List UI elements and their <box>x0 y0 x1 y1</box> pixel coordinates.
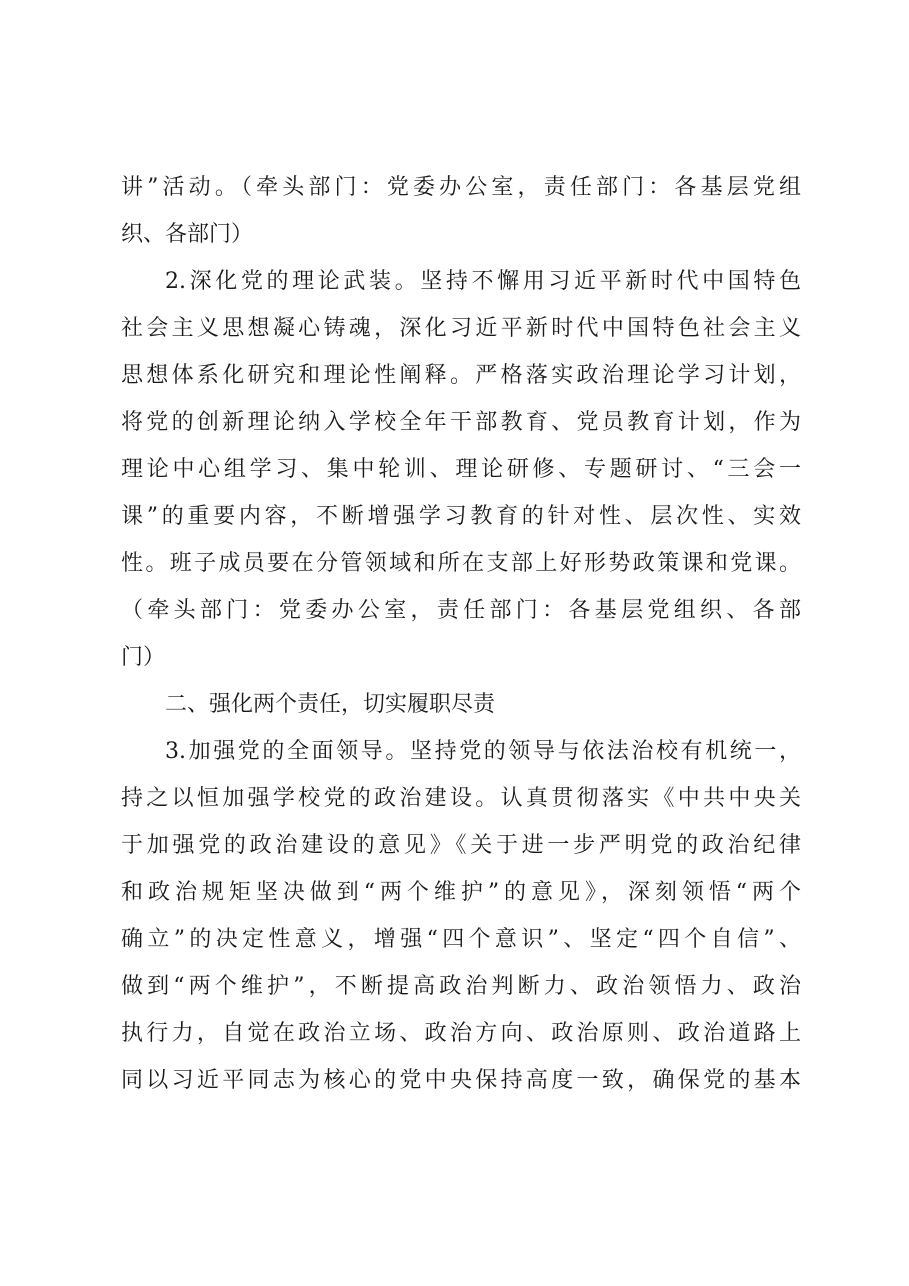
text-line: 门） <box>121 645 166 670</box>
text-line: 理论中心组学习、集中轮训、理论研修、专题研讨、“三会一 <box>121 457 801 482</box>
text-line: 思想体系化研究和理论性阐释。严格落实政治理论学习计划， <box>121 363 801 388</box>
text-line: 持之以恒加强学校党的政治建设。认真贯彻落实《中共中央关 <box>121 786 801 811</box>
text-line: 3.加强党的全面领导。坚持党的领导与依法治校有机统一， <box>165 739 801 764</box>
text-line: 确立”的决定性意义，增强“四个意识”、坚定“四个自信”、 <box>121 927 801 952</box>
text-line: 执行力，自觉在政治立场、政治方向、政治原则、政治道路上 <box>121 1021 801 1046</box>
text-line: 课”的重要内容，不断增强学习教育的针对性、层次性、实效 <box>121 504 801 529</box>
text-line: 于加强党的政治建设的意见》《关于进一步严明党的政治纪律 <box>121 833 801 858</box>
text-line: 织、各部门） <box>121 222 254 247</box>
text-line: （牵头部门：党委办公室，责任部门：各基层党组织、各部 <box>121 598 801 623</box>
text-line: 将党的创新理论纳入学校全年干部教育、党员教育计划，作为 <box>121 410 801 435</box>
text-line: 2.深化党的理论武装。坚持不懈用习近平新时代中国特色 <box>165 269 801 294</box>
text-line: 做到“两个维护”，不断提高政治判断力、政治领悟力、政治 <box>121 974 801 999</box>
text-line: 二、强化两个责任，切实履职尽责 <box>165 692 496 717</box>
document-body <box>121 164 801 1104</box>
text-line: 讲”活动。（牵头部门：党委办公室，责任部门：各基层党组 <box>121 175 801 200</box>
text-line: 和政治规矩坚决做到“两个维护”的意见》，深刻领悟“两个 <box>121 880 801 905</box>
text-line: 同以习近平同志为核心的党中央保持高度一致，确保党的基本 <box>121 1068 801 1093</box>
text-line: 性。班子成员要在分管领域和所在支部上好形势政策课和党课。 <box>121 551 801 576</box>
text-line: 社会主义思想凝心铸魂，深化习近平新时代中国特色社会主义 <box>121 316 801 341</box>
